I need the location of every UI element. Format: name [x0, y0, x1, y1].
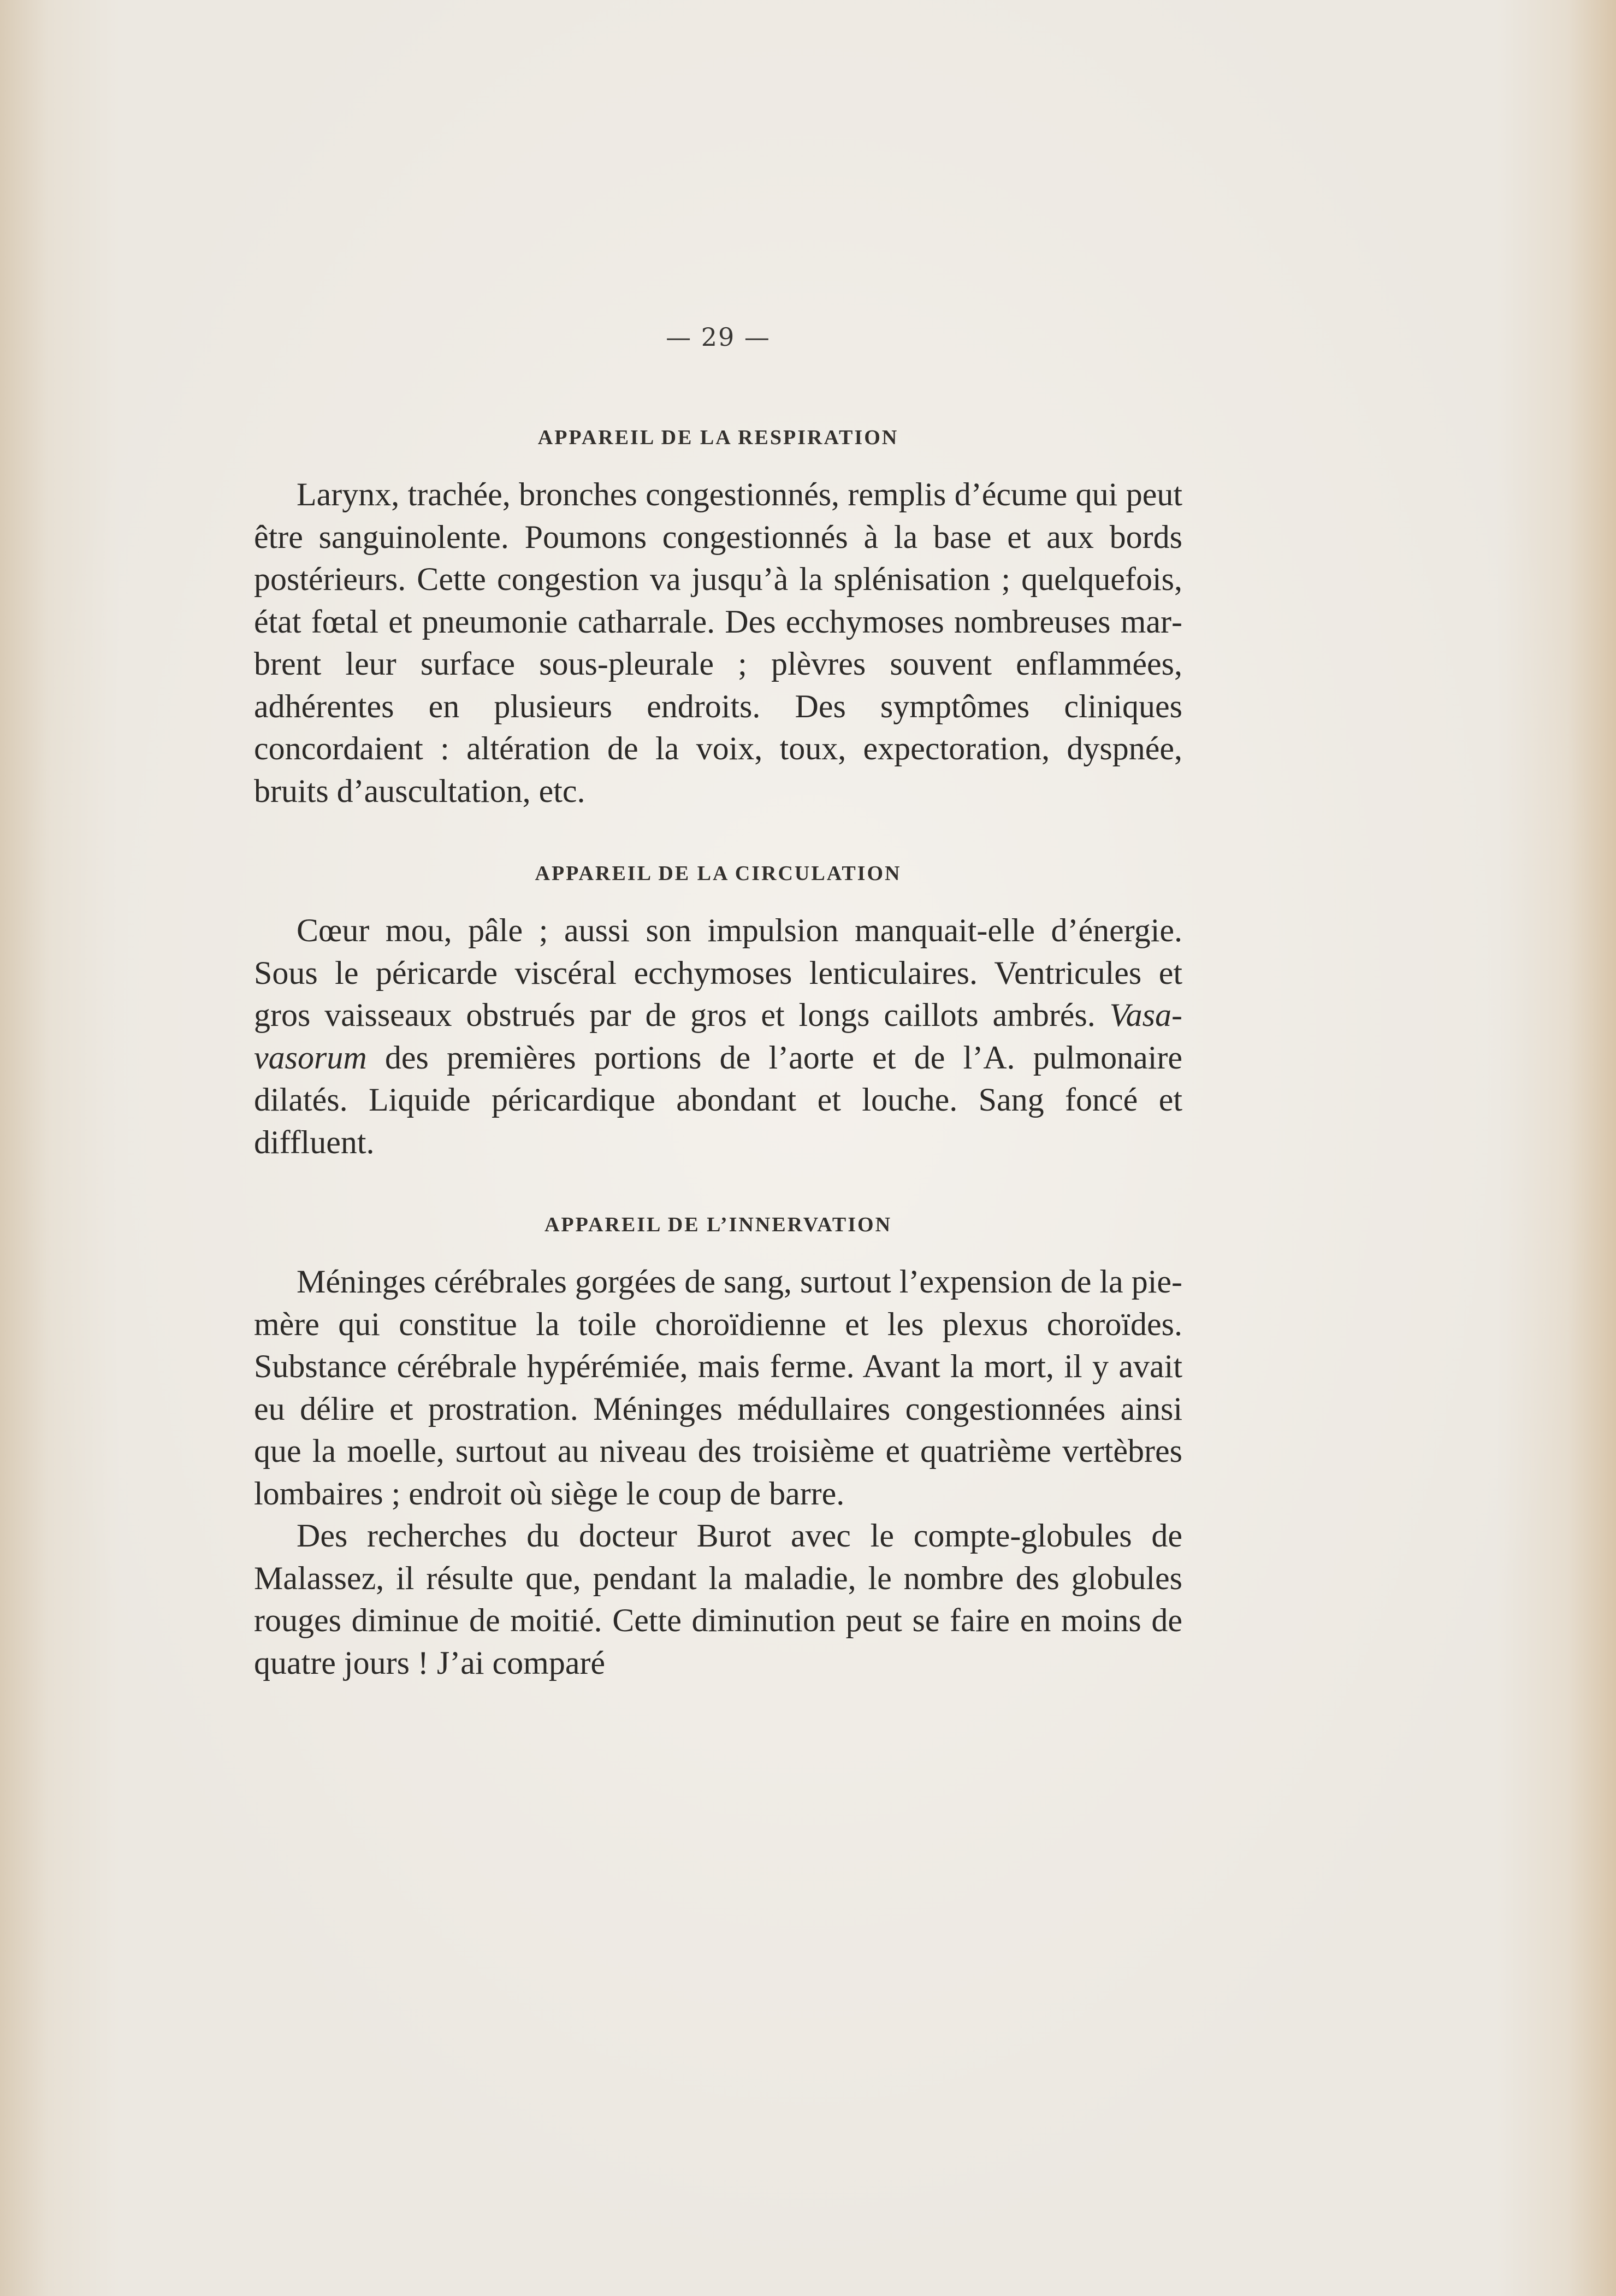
heading-respiration: APPAREIL DE LA RESPIRATION	[537, 426, 899, 449]
text-block	[254, 322, 1182, 1684]
circulation-text-before: Cœur mou, pâle ; aussi son impulsion manquait-elle d’énergie. Sous le péricarde viscéral ecchymoses lenticulaires. Ventricules et gros vaisseaux obstrués par de gros et longs caillots ambrés.	[254, 912, 1182, 1033]
circulation-italic-term: Vasa-vasorum	[254, 997, 1182, 1076]
page-number: — 29 —	[666, 322, 771, 352]
heading-innervation: APPAREIL DE L’INNERVATION	[544, 1213, 892, 1236]
paragraph-innervation-2: Des recherches du docteur Burot avec le compte-globules de Malassez, il résulte que, pendant la maladie, le nombre des globules rouges diminue de moitié. Cette diminution peut se faire en moins de quatre jours ! J’ai comparé	[254, 1518, 1182, 1681]
heading-circulation: APPAREIL DE LA CIRCULATION	[535, 862, 902, 885]
paragraph-circulation	[254, 910, 1182, 1164]
paragraph-innervation-1: Méninges cérébrales gorgées de sang, surtout l’expension de la pie-mère qui constitue la toile choroïdienne et les plexus choroïdes. Substance cérébrale hypérémiée, mais ferme. Avant la mort, il y avait eu délire et prostration. Méninges médullaires congestionnées ainsi que la moelle, surtout au niveau des troisième et quatrième vertèbres lombaires ; endroit où siège le coup de barre.	[254, 1264, 1182, 1512]
paragraph-respiration: Larynx, trachée, bronches congestionnés, remplis d’écume qui peut être sanguinolente. Poumons congestionnés à la base et aux bords postérieurs. Cette congestion va jusqu’à la splénisation ; quelquefois, état fœtal et pneumonie catharrale. Des ecchymoses nombreuses marbrent leur surface sous-pleurale ; plèvres souvent enflammées, adhérentes en plusieurs endroits. Des symptômes cliniques concordaient : altération de la voix, toux, expectoration, dyspnée, bruits d’auscultation, etc.	[254, 476, 1182, 809]
circulation-text-after: des premières portions de l’aorte et de l’A. pulmonaire dilatés. Liquide péricardique abondant et louche. Sang foncé et diffluent.	[254, 1039, 1182, 1160]
